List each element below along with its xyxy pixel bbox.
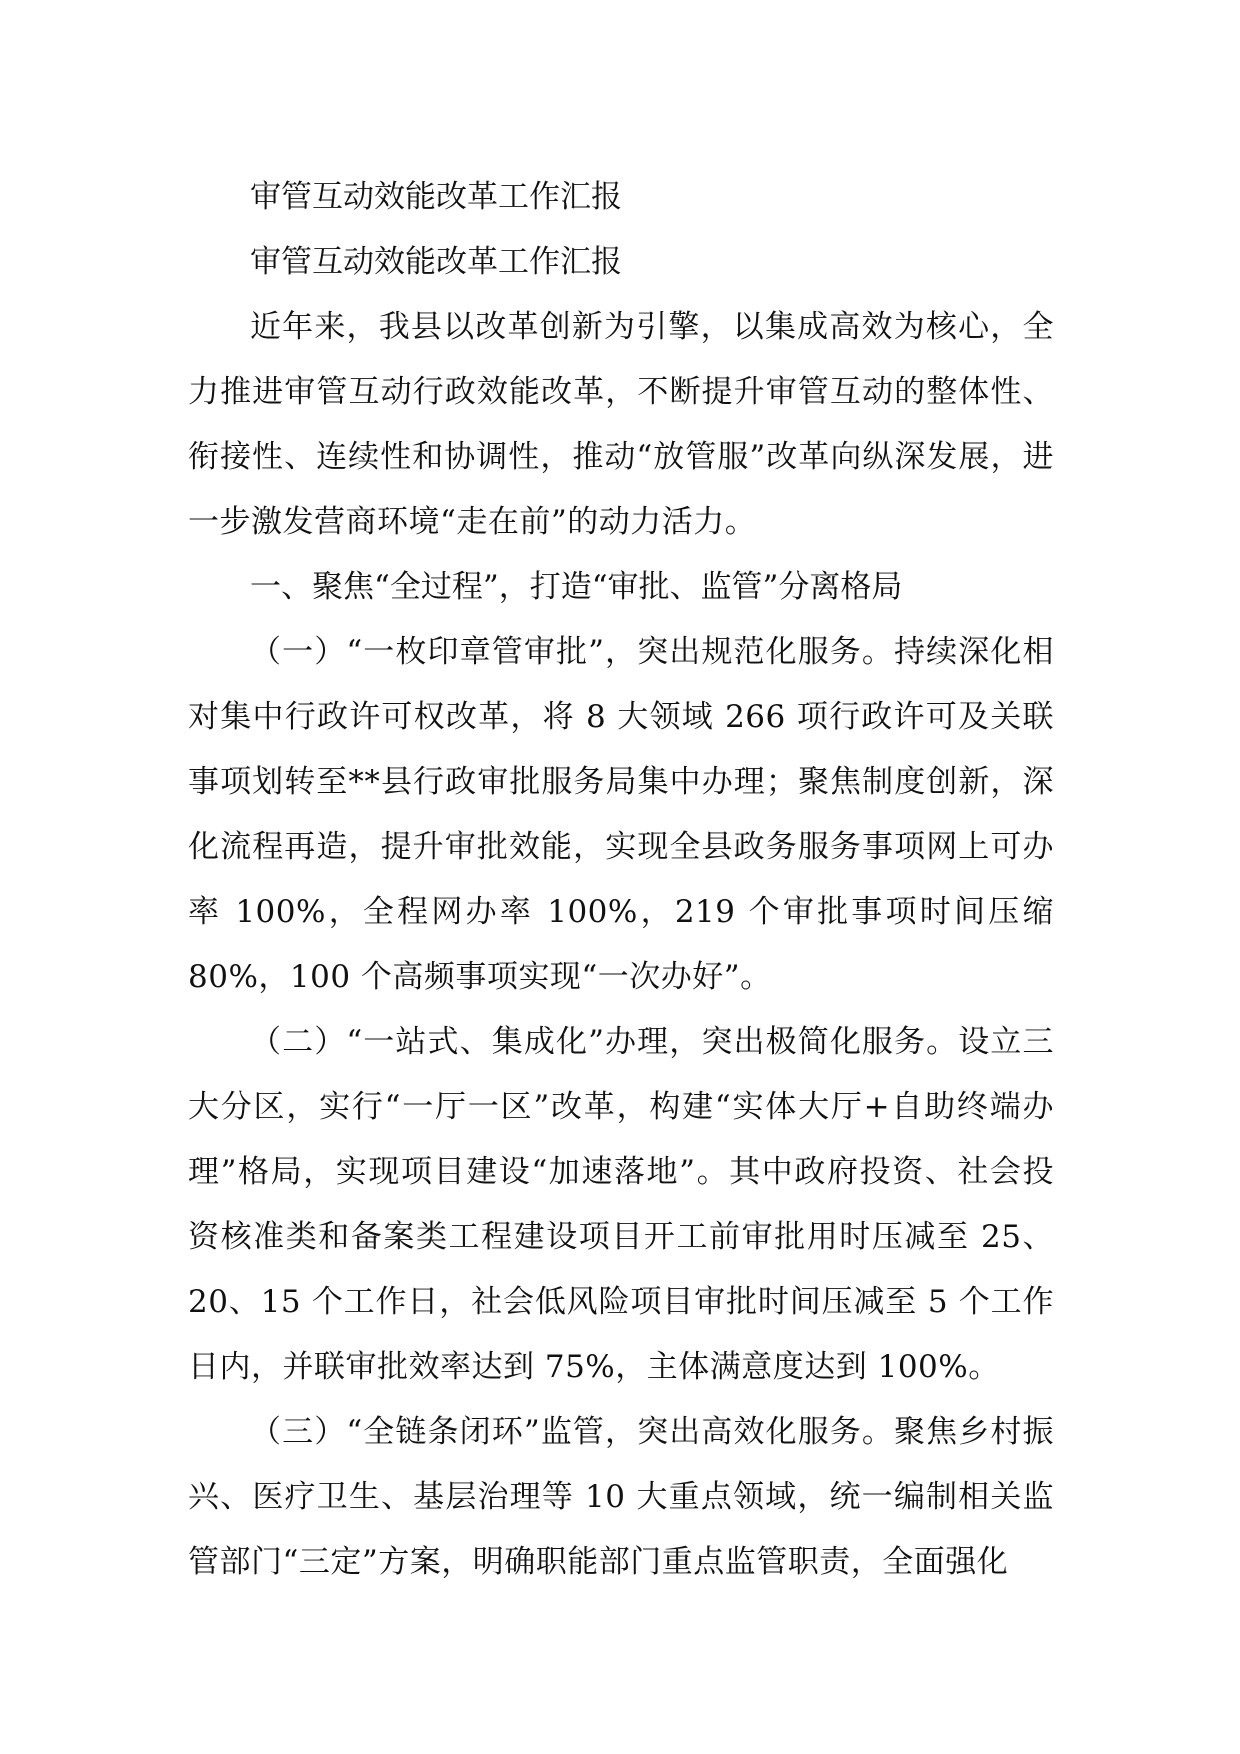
paragraph-3: （三）“全链条闭环”监管，突出高效化服务。聚焦乡村振兴、医疗卫生、基层治理等 10 大重点领域，统一编制相关监管部门“三定”方案，明确职能部门重点监管职责，全面强化 xyxy=(188,1414,1054,1580)
document-subtitle: 审管互动效能改革工作汇报 xyxy=(250,244,622,280)
document-body xyxy=(188,165,1054,1595)
section-heading-1: 一、聚焦“全过程”，打造“审批、监管”分离格局 xyxy=(250,569,903,605)
paragraph-2: （二）“一站式、集成化”办理，突出极简化服务。设立三大分区，实行“一厅一区”改革，构建“实体大厅+自助终端办理”格局，实现项目建设“加速落地”。其中政府投资、社会投资核准类和备案类工程建设项目开工前审批用时压减至 25、20、15 个工作日，社会低风险项目审批时间压减至 5 个工作日内，并联审批效率达到 75%，主体满意度达到 100%。 xyxy=(188,1024,1054,1385)
paragraph-1: （一）“一枚印章管审批”，突出规范化服务。持续深化相对集中行政许可权改革，将 8 大领域 266 项行政许可及关联事项划转至**县行政审批服务局集中办理；聚焦制度创新，深化流程再造，提升审批效能，实现全县政务服务事项网上可办率 100%，全程网办率 100%，219 个审批事项时间压缩 80%，100 个高频事项实现“一次办好”。 xyxy=(188,634,1054,995)
document-title: 审管互动效能改革工作汇报 xyxy=(250,179,622,215)
intro-paragraph: 近年来，我县以改革创新为引擎，以集成高效为核心，全力推进审管互动行政效能改革，不断提升审管互动的整体性、衔接性、连续性和协调性，推动“放管服”改革向纵深发展，进一步激发营商环境“走在前”的动力活力。 xyxy=(188,309,1054,540)
